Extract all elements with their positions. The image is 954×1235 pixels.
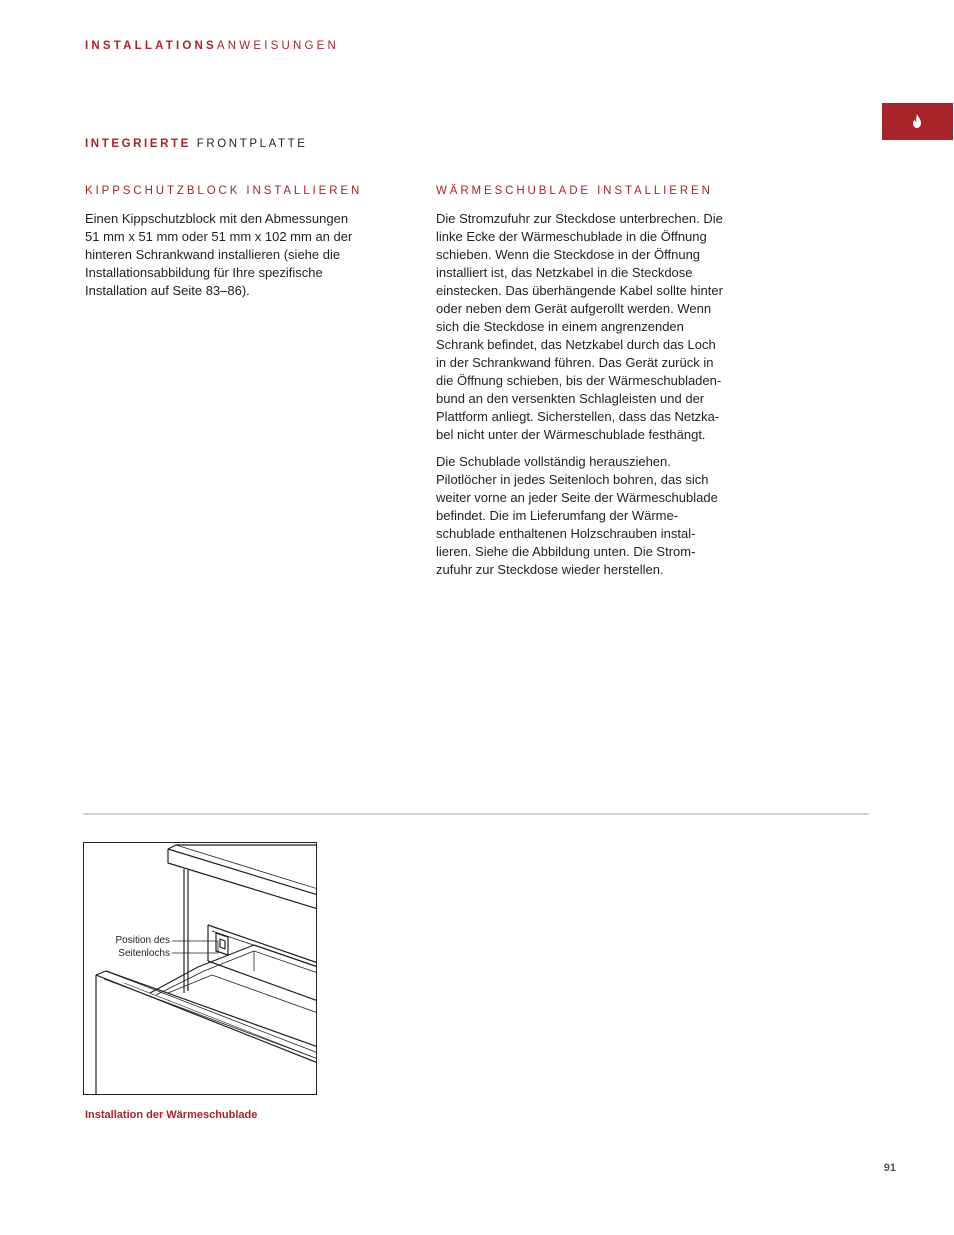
text-line: hinteren Schrankwand installieren (siehe die [85, 247, 341, 262]
text-line: Plattform anliegt. Sicherstellen, dass das Netzka- [436, 409, 720, 424]
figure-drawer-illustration [83, 842, 317, 1095]
text-line: die Öffnung schieben, bis der Wärmeschubladen- [436, 373, 722, 388]
header-normal: ANWEISUNGEN [216, 40, 339, 52]
figure-callout-label [100, 934, 170, 960]
text-line: befindet. Die im Lieferumfang der Wärme- [436, 508, 679, 523]
section1-heading: KIPPSCHUTZBLOCK INSTALLIEREN [85, 185, 363, 197]
subheading-normal: FRONTPLATTE [196, 138, 308, 150]
text-line: Schrank befindet, das Netzkabel durch das Loch [436, 337, 716, 352]
section1-body [85, 210, 395, 309]
text-line: linke Ecke der Wärmeschublade in die Öffnung [436, 229, 707, 244]
text-line: Einen Kippschutzblock mit den Abmessungen [85, 211, 349, 226]
section2-paragraph-2 [436, 453, 761, 579]
section1-paragraph [85, 210, 395, 300]
divider-rule [83, 813, 869, 815]
text-line: schublade enthaltenen Holzschrauben instal- [436, 526, 696, 541]
callout-line-2: Seitenlochs [118, 948, 170, 959]
section2-heading: WÄRMESCHUBLADE INSTALLIEREN [436, 185, 713, 197]
text-line: sich die Steckdose in einem angrenzenden [436, 319, 684, 334]
text-line: Installation auf Seite 83–86). [85, 283, 250, 298]
callout-line-1: Position des [115, 935, 170, 946]
header-bold: INSTALLATIONS [85, 40, 217, 52]
drawer-drawing [84, 843, 317, 1095]
text-line: einstecken. Das überhängende Kabel sollte hinter [436, 283, 723, 298]
text-line: in der Schrankwand führen. Das Gerät zurück in [436, 355, 714, 370]
subheading [85, 138, 308, 150]
flame-icon [911, 113, 923, 129]
text-line: Pilotlöcher in jedes Seitenloch bohren, das sich [436, 472, 709, 487]
figure-caption: Installation der Wärmeschublade [85, 1109, 258, 1121]
text-line: 51 mm x 51 mm oder 51 mm x 102 mm an der [85, 229, 353, 244]
section-tab [882, 103, 953, 140]
text-line: zufuhr zur Steckdose wieder herstellen. [436, 562, 664, 577]
page-number: 91 [883, 1162, 896, 1174]
text-line: Die Stromzufuhr zur Steckdose unterbrechen. Die [436, 211, 723, 226]
text-line: Die Schublade vollständig herausziehen. [436, 454, 671, 469]
section2-paragraph-1 [436, 210, 761, 444]
text-line: lieren. Siehe die Abbildung unten. Die Strom- [436, 544, 696, 559]
text-line: Installationsabbildung für Ihre spezifische [85, 265, 323, 280]
text-line: schieben. Wenn die Steckdose in der Öffnung [436, 247, 701, 262]
text-line: bund an den versenkten Schlagleisten und der [436, 391, 705, 406]
running-header [85, 40, 339, 52]
text-line: installiert ist, das Netzkabel in die Steckdose [436, 265, 693, 280]
text-line: weiter vorne an jeder Seite der Wärmeschublade [436, 490, 718, 505]
section2-body [436, 210, 761, 588]
text-line: bel nicht unter der Wärmeschublade festhängt. [436, 427, 706, 442]
subheading-bold: INTEGRIERTE [85, 138, 191, 150]
text-line: oder neben dem Gerät aufgerollt werden. Wenn [436, 301, 712, 316]
